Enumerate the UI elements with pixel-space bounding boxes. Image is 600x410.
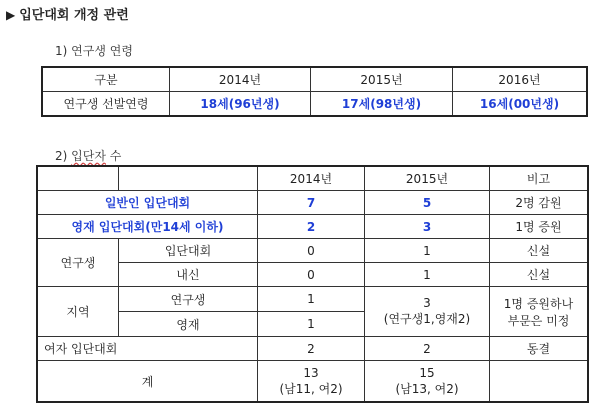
admission-count-heading: 2) 입단자 수 [55, 149, 122, 163]
note-line: 1명 증원하나 [503, 296, 574, 311]
table-total-row [37, 361, 588, 403]
age-2014: 18세(96년생) [170, 92, 311, 117]
misspelling-underline-word: 입단자 [71, 149, 106, 163]
header-cell: 구분 [42, 67, 170, 92]
section-title [6, 4, 129, 23]
cell-2014: 2 [258, 337, 365, 361]
table-row [37, 215, 588, 239]
header-cell: 비고 [490, 166, 589, 191]
researcher-age-heading: 1) 연구생 연령 [55, 44, 133, 58]
cell-2014 [258, 361, 365, 403]
cell-detail: (남11, 여2) [279, 381, 343, 396]
group-label: 연구생 [37, 239, 119, 287]
header-cell: 2014년 [258, 166, 365, 191]
section-title-text: 입단대회 개정 관련 [19, 8, 129, 23]
cell-2014: 0 [258, 239, 365, 263]
cell-2014: 1 [258, 287, 365, 312]
header-cell: 2015년 [311, 67, 453, 92]
admission-count-table [36, 165, 589, 403]
cell-2014: 1 [258, 312, 365, 337]
header-cell: 2016년 [453, 67, 588, 92]
note-cell [490, 361, 589, 403]
cell-2015 [365, 287, 490, 337]
row-label: 계 [37, 361, 258, 403]
age-2016: 16세(00년생) [453, 92, 588, 117]
row-label: 연구생 선발연령 [42, 92, 170, 117]
cell-2014: 7 [258, 191, 365, 215]
note-cell: 신설 [490, 263, 589, 287]
note-cell [490, 287, 589, 337]
table-row [37, 191, 588, 215]
cell-2015: 2 [365, 337, 490, 361]
note-cell: 1명 증원 [490, 215, 589, 239]
triangle-right-icon: ▶ [6, 8, 16, 22]
table-header-row [37, 166, 588, 191]
note-cell: 동결 [490, 337, 589, 361]
header-cell: 2014년 [170, 67, 311, 92]
header-cell: 2015년 [365, 166, 490, 191]
row-label: 내신 [119, 263, 258, 287]
cell-2014: 2 [258, 215, 365, 239]
cell-2015 [365, 361, 490, 403]
cell-2014: 0 [258, 263, 365, 287]
note-cell: 2명 감원 [490, 191, 589, 215]
table-row [37, 287, 588, 312]
header-corner [37, 166, 119, 191]
age-2015: 17세(98년생) [311, 92, 453, 117]
table-header-row [42, 67, 587, 92]
cell-value: 3 [423, 296, 431, 310]
table-row [42, 92, 587, 117]
table-row [37, 337, 588, 361]
table-row [37, 263, 588, 287]
researcher-age-table [41, 66, 588, 117]
note-line: 부문은 미정 [507, 313, 570, 328]
header-corner [119, 166, 258, 191]
cell-2015: 5 [365, 191, 490, 215]
cell-detail: (남13, 여2) [395, 381, 459, 396]
row-label: 영재 입단대회(만14세 이하) [37, 215, 258, 239]
cell-detail: (연구생1,영재2) [383, 312, 471, 326]
group-label: 지역 [37, 287, 119, 337]
cell-2015: 1 [365, 239, 490, 263]
cell-2015: 1 [365, 263, 490, 287]
row-label: 영재 [119, 312, 258, 337]
cell-value: 13 [303, 365, 319, 380]
row-label: 연구생 [119, 287, 258, 312]
row-label: 일반인 입단대회 [37, 191, 258, 215]
cell-2015: 3 [365, 215, 490, 239]
table-row [37, 239, 588, 263]
note-cell: 신설 [490, 239, 589, 263]
row-label: 여자 입단대회 [37, 337, 258, 361]
cell-value: 15 [419, 365, 435, 380]
row-label: 입단대회 [119, 239, 258, 263]
